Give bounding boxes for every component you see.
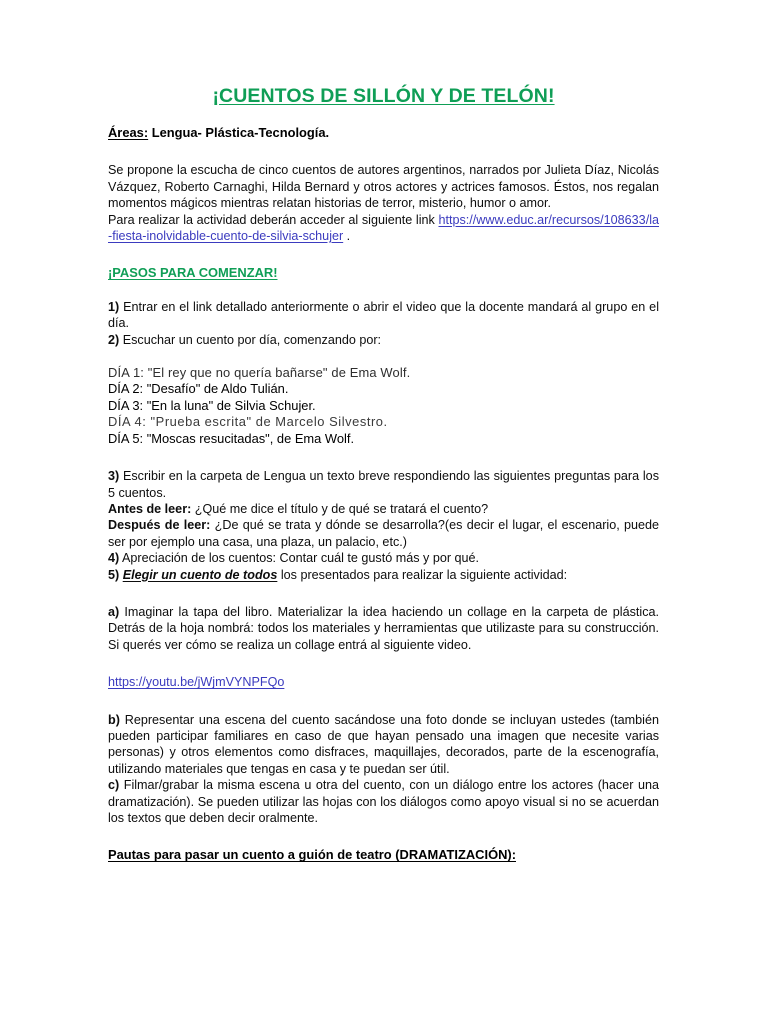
spacer <box>108 653 659 674</box>
list-item: DÍA 1: "El rey que no quería bañarse" de Ema Wolf. <box>108 365 411 381</box>
after-reading-label: Después de leer: <box>108 518 211 533</box>
step-4 <box>108 550 659 566</box>
document-body <box>108 84 659 864</box>
link-paragraph-prefix: Para realizar la actividad deberán acceder al siguiente link <box>108 212 439 227</box>
step-5 <box>108 567 659 583</box>
step-4-number: 4) <box>108 551 120 566</box>
activity-b-text: Representar una escena del cuento sacándose una foto donde se incluyan ustedes (también pueden participar familiares en caso de que hayan pensado una imagen que necesite varias personas) y otros elementos como disfraces, maquillajes, decorados, parte de la escenografía, utilizando materiales que tengas en casa y te puedan ser útil. <box>108 712 659 776</box>
activity-a <box>108 604 659 653</box>
youtube-link[interactable]: https://youtu.be/jWjmVYNPFQo <box>108 675 285 690</box>
step-1-text: Entrar en el link detallado anteriormente o abrir el video que la docente mandará al grupo en el día. <box>108 299 659 331</box>
before-reading-label: Antes de leer: <box>108 501 192 516</box>
spacer <box>108 447 659 468</box>
list-item: DÍA 5: "Moscas resucitadas", de Ema Wolf. <box>108 430 355 446</box>
link-paragraph <box>108 212 659 245</box>
page-title: ¡CUENTOS DE SILLÓN Y DE TELÓN! <box>212 85 555 107</box>
step-5-text: los presentados para realizar la siguiente actividad: <box>277 567 568 582</box>
step-2 <box>108 332 659 348</box>
activity-a-text: Imaginar la tapa del libro. Materializar la idea haciendo un collage en la carpeta de plástica. Detrás de la hoja nombrá: todos los materiales y herramientas que utilizaste para su construcción. Si querés ver cómo se realiza un collage entrá al siguiente video. <box>108 604 659 652</box>
after-reading-text: ¿De qué se trata y dónde se desarrolla?(es decir el lugar, el escenario, puede ser por ejemplo una casa, una plaza, un palacio, etc.) <box>108 518 660 549</box>
link-paragraph-suffix: . <box>343 229 351 244</box>
spacer <box>108 141 659 162</box>
list-item: DÍA 4: "Prueba escrita" de Marcelo Silvestro. <box>108 414 388 430</box>
step-3 <box>108 468 659 501</box>
step-5-emphasis: Elegir un cuento de todos <box>122 567 278 582</box>
intro-paragraph: Se propone la escucha de cinco cuentos de autores argentinos, narrados por Julieta Díaz, Nicolás Vázquez, Roberto Carnaghi, Hilda Bernard y otros actores y actrices famosos. Éstos, nos regalan momentos mágicos mientras relatan historias de terror, misterio, humor o amor. <box>108 163 659 211</box>
after-reading <box>108 517 659 550</box>
footer-heading: Pautas para pasar un cuento a guión de teatro (DRAMATIZACIÓN): <box>108 847 516 863</box>
step-3-text: Escribir en la carpeta de Lengua un texto breve respondiendo las siguientes preguntas para los 5 cuentos. <box>108 469 659 500</box>
step-2-text: Escuchar un cuento por día, comenzando por: <box>119 332 382 347</box>
spacer <box>108 583 659 604</box>
areas-label: Áreas: <box>108 125 149 140</box>
step-3-number: 3) <box>108 469 120 484</box>
spacer <box>108 691 659 712</box>
spacer <box>108 826 659 847</box>
spacer <box>108 282 659 299</box>
step-2-number: 2) <box>108 332 120 347</box>
step-1-number: 1) <box>108 299 120 314</box>
before-reading <box>108 501 659 517</box>
activity-b <box>108 712 659 778</box>
before-reading-text: ¿Qué me dice el título y de qué se tratará el cuento? <box>191 501 489 516</box>
activity-c-number: c) <box>108 778 120 793</box>
areas-value: Lengua- Plástica-Tecnología. <box>148 125 330 140</box>
steps-heading: ¡PASOS PARA COMENZAR! <box>108 265 278 281</box>
activity-a-number: a) <box>108 604 120 619</box>
activity-c-text: Filmar/grabar la misma escena u otra del cuento, con un diálogo entre los actores (hacer una dramatización). Se pueden utilizar las hojas con los diálogos como apoyo visual si no se acuerdan los textos que deben decir oralmente. <box>108 778 659 825</box>
step-5-number: 5) <box>108 567 120 582</box>
step-1 <box>108 299 659 332</box>
step-4-text: Apreciación de los cuentos: Contar cuál te gustó más y por qué. <box>119 551 480 566</box>
spacer <box>108 244 659 265</box>
days-list <box>108 365 659 447</box>
spacer <box>108 108 659 125</box>
activity-c <box>108 777 659 826</box>
youtube-link-paragraph <box>108 674 659 690</box>
educ-ar-link[interactable]: https://www.educ.ar/recursos/108633/la-fiesta-inolvidable-cuento-de-silvia-schujer <box>108 212 659 244</box>
areas-line <box>108 125 659 141</box>
list-item: DÍA 2: "Desafío" de Aldo Tulián. <box>108 381 289 397</box>
activity-b-number: b) <box>108 712 120 727</box>
list-item: DÍA 3: "En la luna" de Silvia Schujer. <box>108 397 316 413</box>
spacer <box>108 348 659 365</box>
